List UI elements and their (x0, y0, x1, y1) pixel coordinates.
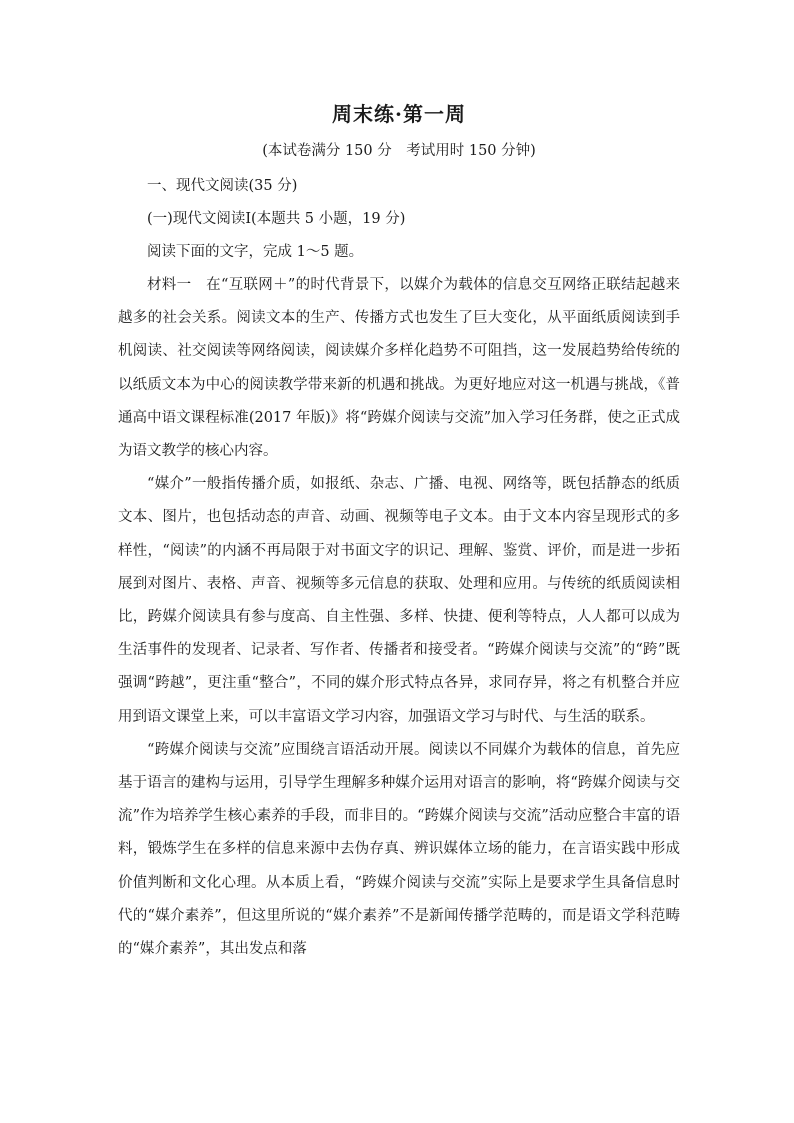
paragraph-material-one: 材料一 在“互联网＋”的时代背景下，以媒介为载体的信息交互网络正联结起越来越多的社会关系。阅读文本的生产、传播方式也发生了巨大变化，从平面纸质阅读到手机阅读、社交阅读等网络阅读，阅读媒介多样化趋势不可阻挡，这一发展趋势给传统的以纸质文本为中心的阅读教学带来新的机遇和挑战。为更好地应对这一机遇与挑战，《普通高中语文课程标准(2017 年版)》将“跨媒介阅读与交流”加入学习任务群，使之正式成为语文教学的核心内容。 (118, 277, 680, 460)
subsection-heading: (一)现代文阅读Ⅰ(本题共 5 小题，19 分) (147, 211, 406, 227)
paragraph-language-activity: “跨媒介阅读与交流”应围绕言语活动开展。阅读以不同媒介为载体的信息，首先应基于语言的建构与运用，引导学生理解多种媒介运用对语言的影响，将“跨媒介阅读与交流”作为培养学生核心素养的手段，而非目的。“跨媒介阅读与交流”活动应整合丰富的语料，锻炼学生在多样的信息来源中去伪存真、辨识媒体立场的能力，在言语实践中形成价值判断和文化心理。从本质上看，“跨媒介阅读与交流”实际上是要求学生具备信息时代的“媒介素养”，但这里所说的“媒介素养”不是新闻传播学范畴的，而是语文学科范畴的“媒介素养”，其出发点和落 (118, 741, 680, 958)
instruction-text: 阅读下面的文字，完成 1～5 题。 (147, 244, 364, 260)
paragraph-media-definition: “媒介”一般指传播介质，如报纸、杂志、广播、电视、网络等，既包括静态的纸质文本、图片，也包括动态的声音、动画、视频等电子文本。由于文本内容呈现形式的多样性，“阅读”的内涵不再局限于对书面文字的识记、理解、鉴赏、评价，而是进一步拓展到对图片、表格、声音、视频等多元信息的获取、处理和应用。与传统的纸质阅读相比，跨媒介阅读具有参与度高、自主性强、多样、快捷、便利等特点，人人都可以成为生活事件的发现者、记录者、写作者、传播者和接受者。“跨媒介阅读与交流”的“跨”既强调“跨越”，更注重“整合”，不同的媒介形式特点各异，求同存异，将之有机整合并应用到语文课堂上来，可以丰富语文学习内容，加强语文学习与时代、与生活的联系。 (118, 476, 680, 725)
exam-info: (本试卷满分 150 分 考试用时 150 分钟) (262, 143, 536, 159)
section-heading: 一、现代文阅读(35 分) (147, 178, 298, 194)
document-page (118, 96, 680, 966)
page-title: 周末练·第一周 (332, 102, 466, 126)
